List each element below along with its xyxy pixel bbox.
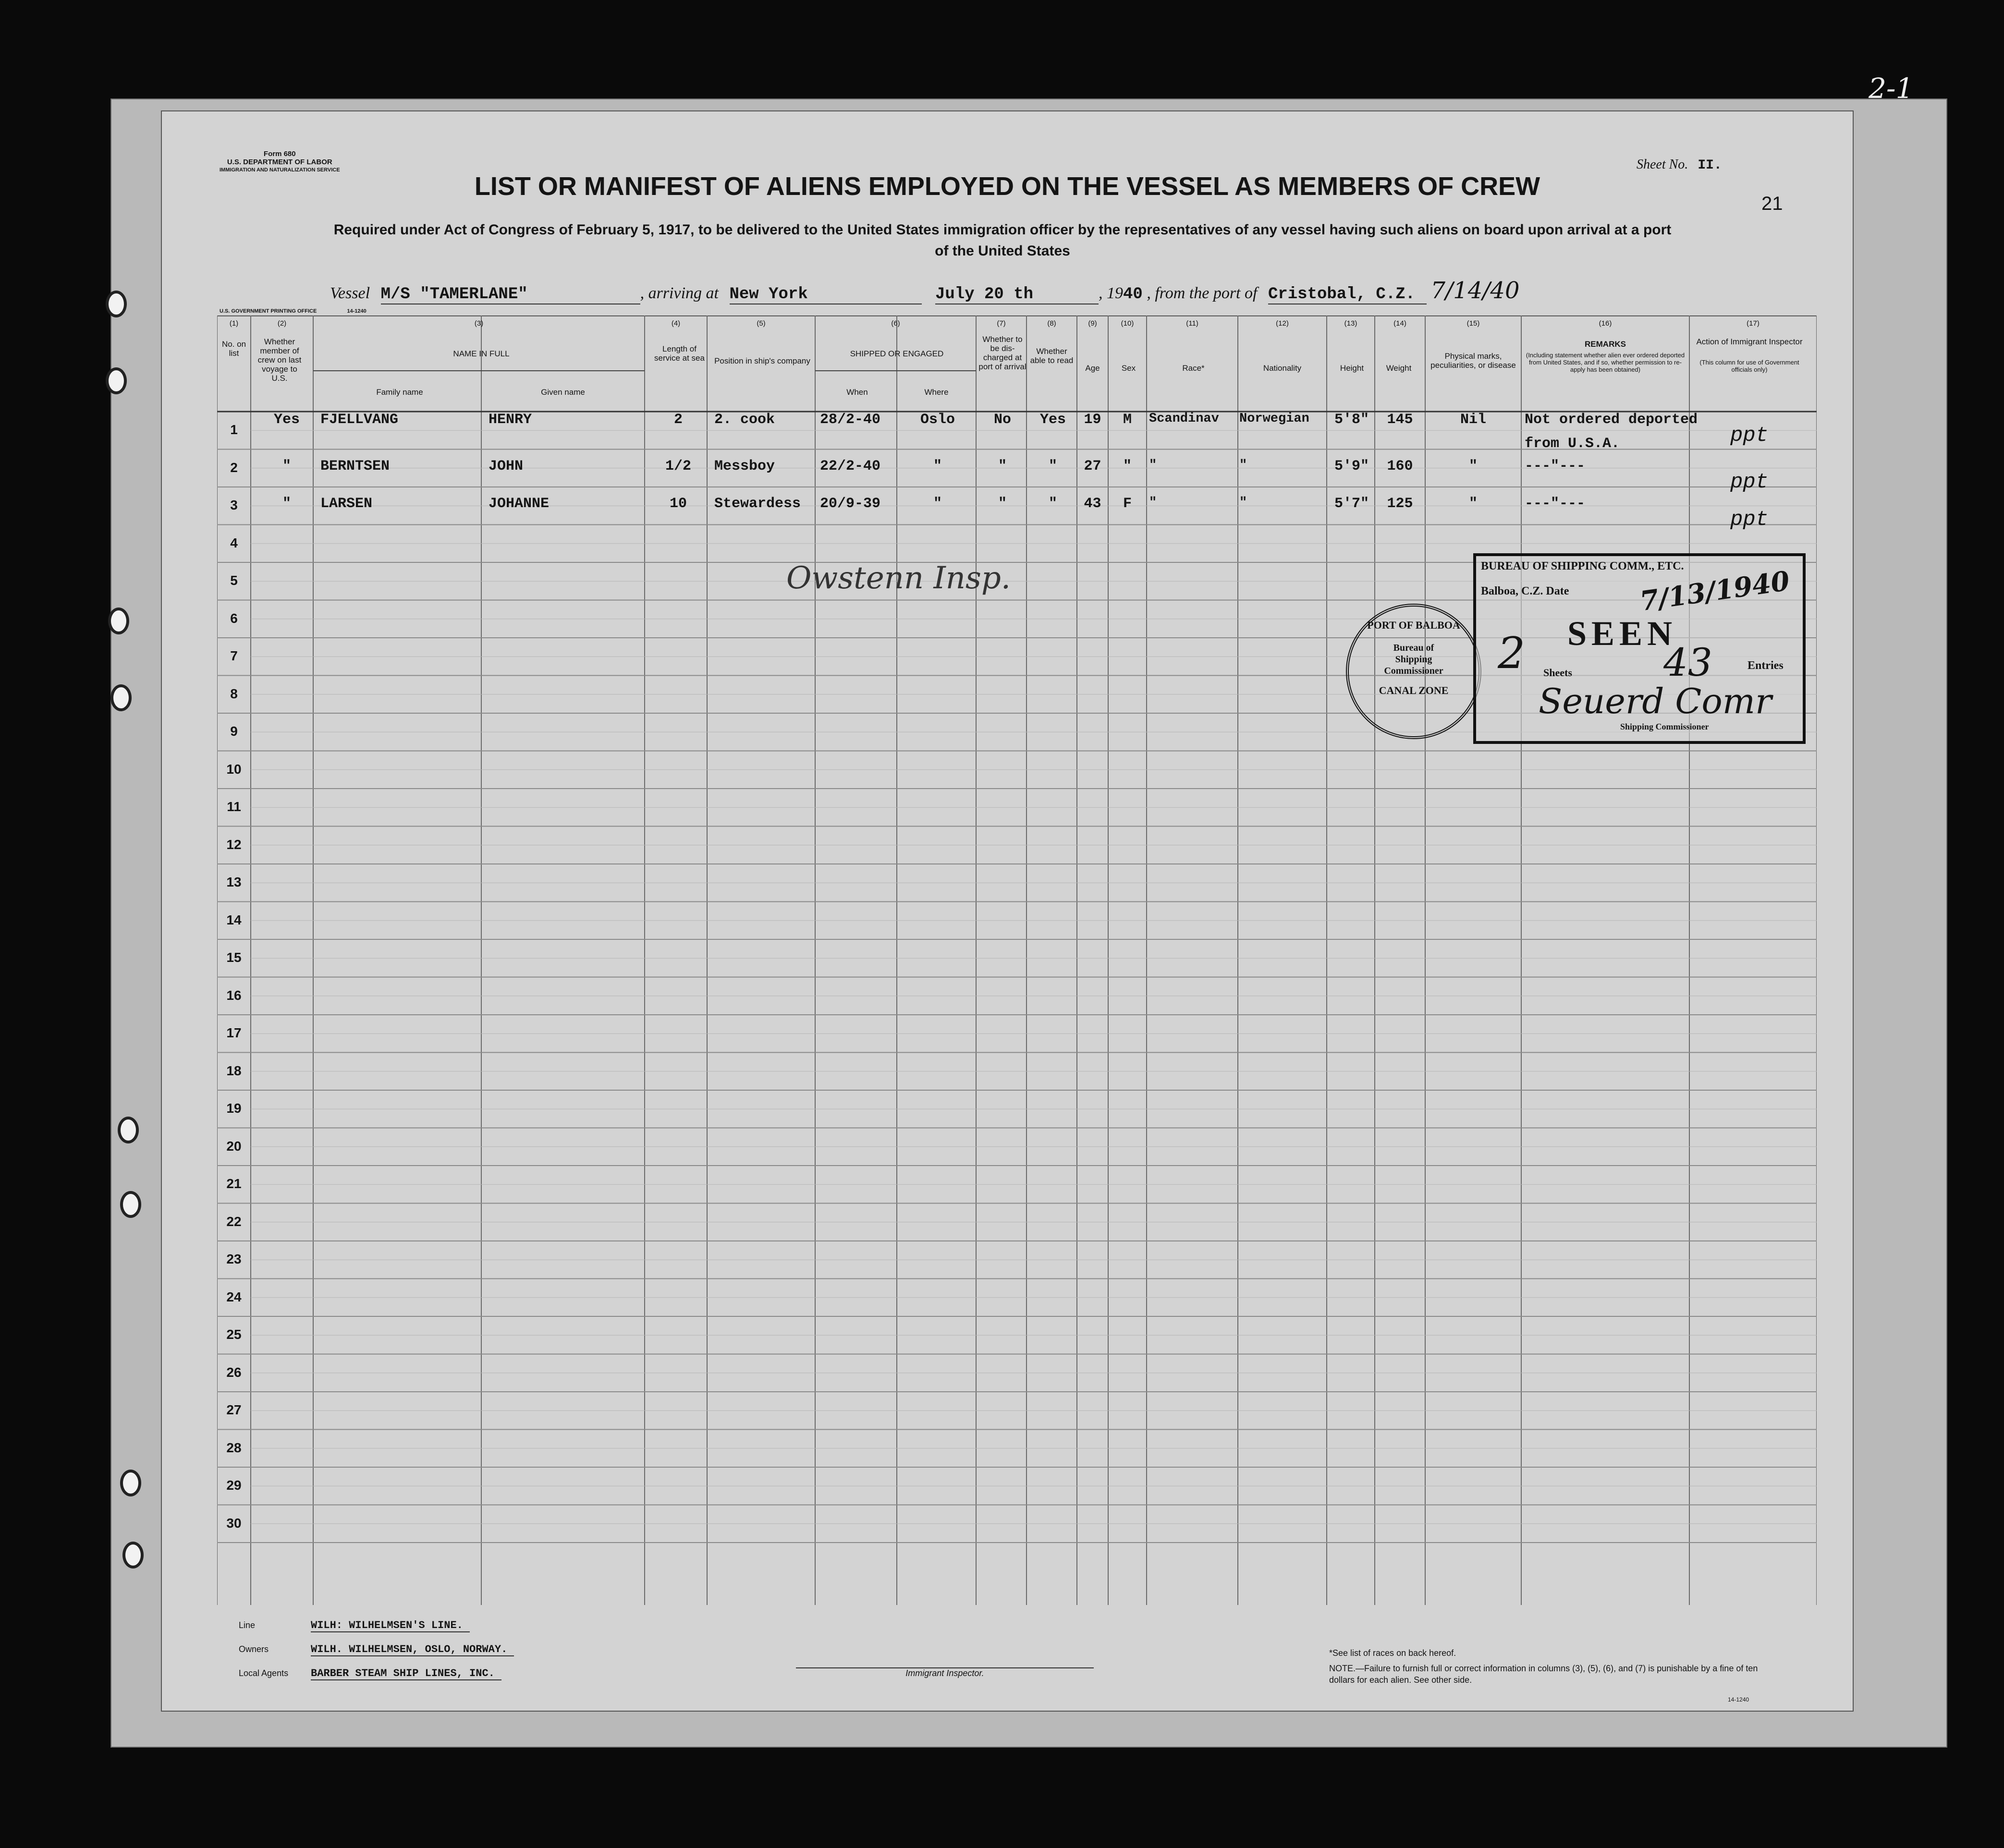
header-sex: Sex bbox=[1121, 364, 1136, 373]
cell-action: ppt bbox=[1730, 424, 1769, 448]
footer-code: 14-1240 bbox=[1728, 1696, 1749, 1703]
header-action: Action of Immigrant Inspector bbox=[1696, 337, 1803, 346]
punch-hole bbox=[108, 608, 129, 634]
owners-value: WILH. WILHELMSEN, OSLO, NORWAY. bbox=[311, 1643, 514, 1656]
stamp-bureau-title: BUREAU OF SHIPPING COMM., ETC. bbox=[1481, 560, 1684, 572]
corner-mark: 2-1 bbox=[1869, 72, 1914, 105]
header-family-name: Family name bbox=[376, 388, 423, 397]
row-number: 18 bbox=[226, 1063, 242, 1078]
row-number: 3 bbox=[230, 498, 238, 512]
row-number: 10 bbox=[226, 761, 242, 777]
column-number: (12) bbox=[1276, 319, 1289, 328]
cell-discharge: " bbox=[998, 458, 1007, 474]
header-nationality: Nationality bbox=[1263, 364, 1302, 373]
round-stamp-bottom: CANAL ZONE bbox=[1379, 684, 1449, 696]
page-subtitle: Required under Act of Congress of February 5, 1917, to be delivered to the United States immigration officer by the representatives of any vessel having such aliens on board upon arrival at a port of the United States bbox=[333, 222, 1672, 259]
line-label: Line bbox=[239, 1620, 256, 1630]
races-note: *See list of races on back hereof. bbox=[1329, 1648, 1456, 1658]
punch-hole bbox=[106, 291, 127, 317]
cell-family: BERNTSEN bbox=[320, 458, 390, 474]
stamp-place-date: Balboa, C.Z. Date bbox=[1481, 585, 1569, 597]
from-label: , from the port of bbox=[1147, 284, 1258, 302]
column-number: (11) bbox=[1186, 319, 1198, 328]
row-number: 5 bbox=[230, 573, 238, 588]
owners-label: Owners bbox=[239, 1644, 269, 1654]
inspector-signature-line bbox=[796, 1667, 1094, 1678]
header-action-note: (This column for use of Government officials only) bbox=[1699, 359, 1799, 373]
inspector-label: Immigrant Inspector. bbox=[905, 1668, 984, 1678]
row-number: 30 bbox=[226, 1515, 242, 1531]
manifest-sheet bbox=[161, 110, 1854, 1712]
arrival-year: 40 bbox=[1123, 285, 1143, 304]
cell-race: Scandinav bbox=[1149, 412, 1219, 426]
cell-height: 5'8" bbox=[1334, 412, 1369, 428]
cell-when: 22/2-40 bbox=[820, 458, 881, 474]
voyage-line bbox=[330, 277, 1520, 304]
year-prefix: , 19 bbox=[1099, 284, 1123, 302]
cell-height: 5'7" bbox=[1334, 496, 1369, 512]
cell-marks: Nil bbox=[1460, 412, 1486, 428]
cell-position: Stewardess bbox=[714, 496, 801, 512]
cell-position: 2. cook bbox=[714, 412, 775, 428]
header-physical-marks: Physical marks, peculiarities, or disease bbox=[1430, 352, 1516, 370]
cell-length: 1/2 bbox=[665, 458, 691, 474]
column-number: (10) bbox=[1121, 319, 1134, 328]
punch-hole bbox=[106, 367, 127, 394]
punch-hole bbox=[118, 1117, 139, 1143]
cell-remarks: ---"--- bbox=[1525, 458, 1586, 474]
cell-age: 19 bbox=[1084, 412, 1101, 428]
vessel-name: M/S "TAMERLANE" bbox=[381, 285, 640, 304]
cell-remarks: ---"--- bbox=[1525, 496, 1586, 512]
cell-nationality: Norwegian bbox=[1239, 412, 1309, 426]
cell-age: 43 bbox=[1084, 496, 1101, 512]
header-remarks: REMARKS bbox=[1585, 340, 1626, 349]
footer-owners bbox=[239, 1643, 514, 1655]
cell-read: Yes bbox=[1039, 412, 1066, 428]
header-shipped-engaged: SHIPPED OR ENGAGED bbox=[850, 349, 944, 358]
cell-age: 27 bbox=[1084, 458, 1101, 474]
row-number: 23 bbox=[226, 1252, 242, 1266]
header-name-in-full: NAME IN FULL bbox=[453, 349, 510, 358]
service: IMMIGRATION AND NATURALIZATION SERVICE bbox=[220, 167, 340, 173]
row-number: 2 bbox=[230, 460, 238, 475]
port-of-balboa-stamp bbox=[1346, 604, 1481, 739]
cell-remarks: Not ordered deported bbox=[1525, 412, 1698, 428]
cell-read: " bbox=[1048, 458, 1057, 474]
cell-when: 20/9-39 bbox=[820, 496, 881, 512]
row-number: 12 bbox=[226, 837, 242, 852]
agents-label: Local Agents bbox=[239, 1668, 289, 1678]
column-number: (6) bbox=[891, 319, 900, 328]
cell-sex: M bbox=[1123, 412, 1132, 428]
row-number: 25 bbox=[226, 1327, 242, 1342]
punch-hole bbox=[110, 684, 132, 711]
cell-crew: Yes bbox=[273, 412, 300, 428]
column-number: (2) bbox=[277, 319, 287, 328]
agents-value: BARBER STEAM SHIP LINES, INC. bbox=[311, 1667, 501, 1680]
header-position: Position in ship's company bbox=[714, 356, 810, 365]
bureau-shipping-stamp bbox=[1473, 553, 1806, 744]
cell-remarks-continued: from U.S.A. bbox=[1525, 436, 1620, 452]
header-given-name: Given name bbox=[541, 388, 585, 397]
cell-race: " bbox=[1149, 496, 1157, 510]
column-number: (1) bbox=[229, 319, 239, 328]
stamp-sheets-label: Sheets bbox=[1543, 667, 1572, 679]
stamp-seen: SEEN bbox=[1567, 614, 1677, 653]
sheet-number bbox=[1637, 157, 1722, 173]
header-length-service: Length of service at sea bbox=[654, 344, 705, 363]
cell-action: ppt bbox=[1730, 470, 1769, 494]
page-title: LIST OR MANIFEST OF ALIENS EMPLOYED ON THE VESSEL AS MEMBERS OF CREW bbox=[474, 172, 1540, 201]
row-number: 20 bbox=[226, 1138, 242, 1154]
row-number: 19 bbox=[226, 1101, 242, 1116]
row-number: 24 bbox=[226, 1289, 242, 1304]
column-number: (9) bbox=[1088, 319, 1097, 328]
header-where: Where bbox=[924, 388, 949, 397]
cell-where: " bbox=[933, 496, 942, 512]
cell-height: 5'9" bbox=[1334, 458, 1369, 474]
stamp-entries-label: Entries bbox=[1747, 659, 1784, 672]
row-number: 26 bbox=[226, 1364, 242, 1380]
form-header bbox=[220, 150, 340, 174]
row-number: 6 bbox=[230, 610, 238, 626]
cell-family: FJELLVANG bbox=[320, 412, 399, 428]
line-value: WILH: WILHELMSEN'S LINE. bbox=[311, 1619, 470, 1632]
stamp-signature: Seuerd Comr bbox=[1539, 681, 1772, 721]
punch-hole bbox=[120, 1470, 141, 1496]
cell-where: " bbox=[933, 458, 942, 474]
sheet-label: Sheet No. bbox=[1637, 157, 1688, 172]
column-number: (7) bbox=[997, 319, 1006, 328]
row-number: 14 bbox=[226, 912, 242, 927]
header-weight: Weight bbox=[1386, 364, 1412, 373]
header-able-read: Whether able to read bbox=[1030, 347, 1074, 365]
footer-agents bbox=[239, 1667, 501, 1679]
column-number: (14) bbox=[1393, 319, 1406, 328]
form-id: Form 680 bbox=[263, 150, 296, 158]
row-number: 29 bbox=[226, 1478, 242, 1493]
cell-where: Oslo bbox=[920, 412, 955, 428]
round-stamp-top: PORT OF BALBOA bbox=[1367, 619, 1460, 631]
column-number: (3) bbox=[474, 319, 484, 328]
header-crew-last-voyage: Whether member of crew on last voyage to U.S. bbox=[257, 337, 302, 383]
stamp-sheets-count: 2 bbox=[1498, 628, 1526, 679]
header-no-on-list: No. on list bbox=[221, 340, 246, 358]
sheet-value: II. bbox=[1698, 158, 1722, 173]
column-number: (16) bbox=[1599, 319, 1612, 328]
handwritten-date: 7/14/40 bbox=[1430, 277, 1520, 304]
footer-line bbox=[239, 1619, 470, 1631]
page-number: 21 bbox=[1761, 193, 1783, 214]
vessel-label: Vessel bbox=[330, 284, 370, 302]
cell-action: ppt bbox=[1730, 508, 1769, 532]
cell-family: LARSEN bbox=[320, 496, 373, 512]
cell-marks: " bbox=[1468, 496, 1478, 512]
column-number: (15) bbox=[1466, 319, 1480, 328]
row-number: 7 bbox=[230, 648, 238, 663]
row-number: 9 bbox=[230, 724, 238, 739]
row-number: 8 bbox=[230, 686, 238, 701]
penalty-note: NOTE.—Failure to furnish full or correct information in columns (3), (5), (6), and (7) is punishable by a fine of ten dollars for each alien. See other side. bbox=[1329, 1664, 1758, 1685]
cell-weight: 125 bbox=[1387, 496, 1413, 512]
cell-length: 2 bbox=[673, 412, 683, 428]
stamp-date-value: 7/13/1940 bbox=[1637, 565, 1792, 618]
cell-marks: " bbox=[1468, 458, 1478, 474]
punch-hole bbox=[120, 1191, 141, 1218]
header-discharged: Whether to be dis-charged at port of arrival bbox=[978, 335, 1026, 371]
cell-when: 28/2-40 bbox=[820, 412, 881, 428]
cell-given: JOHANNE bbox=[489, 496, 550, 512]
cell-length: 10 bbox=[669, 496, 687, 512]
cell-read: " bbox=[1048, 496, 1057, 512]
round-stamp-center: Bureau of Shipping Commissioner bbox=[1384, 643, 1443, 676]
cell-nationality: " bbox=[1239, 458, 1247, 473]
row-number: 17 bbox=[226, 1025, 242, 1040]
column-number: (4) bbox=[671, 319, 681, 328]
printing-office bbox=[220, 308, 367, 314]
cell-sex: F bbox=[1123, 496, 1132, 512]
column-number: (17) bbox=[1747, 319, 1760, 328]
department: U.S. DEPARTMENT OF LABOR bbox=[227, 158, 332, 166]
row-number: 1 bbox=[230, 422, 238, 437]
row-number: 22 bbox=[226, 1214, 242, 1229]
cell-given: HENRY bbox=[489, 412, 532, 428]
row-number: 15 bbox=[226, 950, 242, 965]
cell-position: Messboy bbox=[714, 458, 775, 474]
print-code: 14-1240 bbox=[347, 308, 367, 314]
cell-sex: " bbox=[1123, 458, 1132, 474]
printing-office-label: U.S. GOVERNMENT PRINTING OFFICE bbox=[220, 308, 317, 314]
cell-nationality: " bbox=[1239, 496, 1247, 510]
header-age: Age bbox=[1085, 364, 1100, 373]
punch-hole bbox=[122, 1542, 144, 1568]
stamp-commissioner-label: Shipping Commissioner bbox=[1620, 722, 1709, 731]
cell-discharge: No bbox=[993, 412, 1011, 428]
row-number: 13 bbox=[226, 875, 242, 889]
cell-weight: 160 bbox=[1387, 458, 1413, 474]
cell-discharge: " bbox=[998, 496, 1007, 512]
column-number: (13) bbox=[1344, 319, 1357, 328]
arriving-label: , arriving at bbox=[640, 284, 719, 302]
inspector-note: Owstenn Insp. bbox=[786, 560, 1011, 596]
from-port: Cristobal, C.Z. bbox=[1268, 285, 1427, 304]
stamp-entries-count: 43 bbox=[1663, 640, 1712, 685]
row-number: 4 bbox=[230, 535, 238, 550]
header-remarks-note: (Including statement whether alien ever ordered deported from United States, and if so, whether permission to re-apply has been obtained) bbox=[1526, 352, 1685, 373]
arrival-port: New York bbox=[730, 285, 922, 304]
header-race: Race* bbox=[1182, 364, 1205, 373]
column-number: (5) bbox=[757, 319, 766, 328]
cell-weight: 145 bbox=[1387, 412, 1413, 428]
cell-crew: " bbox=[282, 496, 291, 512]
column-number: (8) bbox=[1047, 319, 1056, 328]
manifest-table bbox=[217, 316, 1817, 1605]
row-number: 27 bbox=[226, 1402, 242, 1417]
row-number: 28 bbox=[226, 1440, 242, 1455]
arrival-date: July 20 th bbox=[935, 285, 1099, 304]
cell-given: JOHN bbox=[489, 458, 524, 474]
cell-race: " bbox=[1149, 458, 1157, 473]
row-number: 16 bbox=[226, 987, 242, 1003]
row-number: 11 bbox=[227, 799, 241, 814]
row-number: 21 bbox=[226, 1176, 242, 1191]
header-when: When bbox=[846, 388, 868, 397]
header-height: Height bbox=[1340, 364, 1364, 373]
cell-crew: " bbox=[282, 458, 291, 474]
